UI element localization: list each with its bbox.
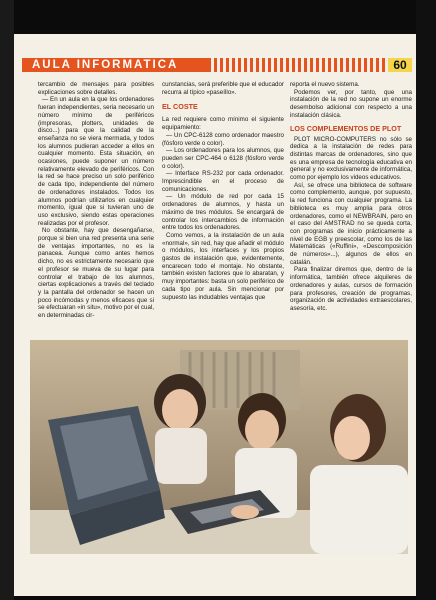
paragraph: Como vemos, a la instalación de un aula «normal», sin red, hay que añadir el módulo o módulos, los interfaces y los propios gastos de instalación que, evidentemente, encarecen todo el montaje. No obstante, también existen factores que lo abaratan, y muy importantes: basta un solo periférico de cada tipo por aula. Sin mencionar por supuesto las indudables ventajas que — [162, 231, 284, 301]
text-column-1 — [38, 81, 154, 363]
paragraph: Para finalizar diremos que, dentro de la informática, también ofrece alquileres de ordenadores y aulas, cursos de formación para profesores, creación de programas, organización de actividades extraescolares, asesoría, etc. — [290, 266, 412, 312]
paragraph: — Un CPC-6128 como ordenador maestro (fósforo verde o color). — [162, 131, 284, 147]
paragraph: La red requiere como mínimo el siguiente equipamiento: — [162, 116, 284, 132]
page-edge — [416, 0, 436, 600]
paragraph: Así, se ofrece una biblioteca de software como complemento, aunque, por supuesto, la red funciona con cualquier programa. La biblioteca es muy amplia para otros ordenadores, como el NEWBRAIN, pero en el caso del AMSTRAD no se queda corta, con programas de inicio prácticamente a nivel de EGB y preescolar, como los de las Matemáticas («Ruffini», «Descomposición de números»...), algunos de ellos en catalán. — [290, 181, 412, 266]
section-heading-coste: EL COSTE — [162, 102, 198, 112]
classroom-photo — [30, 340, 408, 554]
paragraph: PLOT MICRO-COMPUTERS no sólo se dedica a la instalación de redes para distintas marcas de ordenadores, sino que es una empresa de tecnología educativa en general y no exclusivamente de informática, como por ejemplo los videos educativos. — [290, 135, 412, 182]
text-column-2 — [162, 81, 284, 371]
section-title: AULA INFORMATICA — [32, 59, 179, 71]
page-number: 60 — [388, 58, 412, 72]
paragraph: reporta el nuevo sistema. — [290, 81, 360, 88]
header-stripe — [208, 58, 386, 72]
paragraph: Podemos ver, por tanto, que una instalación de la red no supone un enorme desembolso adicional con respecto a una instalación clásica. — [290, 88, 412, 119]
text-column-3 — [290, 81, 412, 371]
section-heading-complementos: LOS COMPLEMENTOS DE PLOT — [290, 123, 402, 133]
paragraph: — Los ordenadores para los alumnos, que pueden ser CPC-464 o 6128 (fósforo verde o color). — [162, 147, 284, 170]
paragraph: tercambio de mensajes para posibles explicaciones sobre detalles. — [38, 81, 154, 96]
paragraph: cunstancias, será preferible que el educador recurra al típico «paseíllo». — [162, 81, 284, 96]
paragraph: No obstante, hay que desengañarse, porque si bien una red presenta una serie de ventajas importantes, no es la panacea. Aunque como antes hemos dicho, no es estrictamente necesario que el profesor se mueva de su lugar para controlar el trabajo de los alumnos, ciertas explicaciones a través del teclado y la pantalla del ordenador se hacen un poco incómodas y menos eficaces que si se efectuaran «in situ», motivo por el cual, en determinadas cir- — [38, 227, 154, 320]
paragraph: — Interface RS-232 por cada ordenador. Imprescindible en el proceso de comunicaciones. — [162, 170, 284, 193]
page-footer-margin — [14, 554, 416, 596]
section-header — [22, 58, 208, 72]
page-spine — [0, 0, 14, 600]
paragraph: — En un aula en la que los ordenadores fueran independientes, seria necesario un número mínimo de periféricos (impresoras, plotters, unidades de disco...) para que la calidad de la enseñanza no se viera mermada, y todos los alumnos pudieran acceder a ellos en cualquier momento. Esta situación, en ocasiones, puede suponer un número relativamente elevado de periféricos. Con la red se hace preciso un solo periférico de cada tipo, independiente del número de ordenadores instalados. Todos los alumnos podrían utilizarlos en cualquier momento, igual que si tuvieran uno de uso exclusivo, siendo estas operaciones realizadas por el profesor. — [38, 96, 154, 227]
paragraph: — Un módulo de red por cada 15 ordenadores de alumnos, y hasta un máximo de tres módulos. Se encargará de controlar los intercambios de información entre todos los ordenadores. — [162, 193, 284, 232]
